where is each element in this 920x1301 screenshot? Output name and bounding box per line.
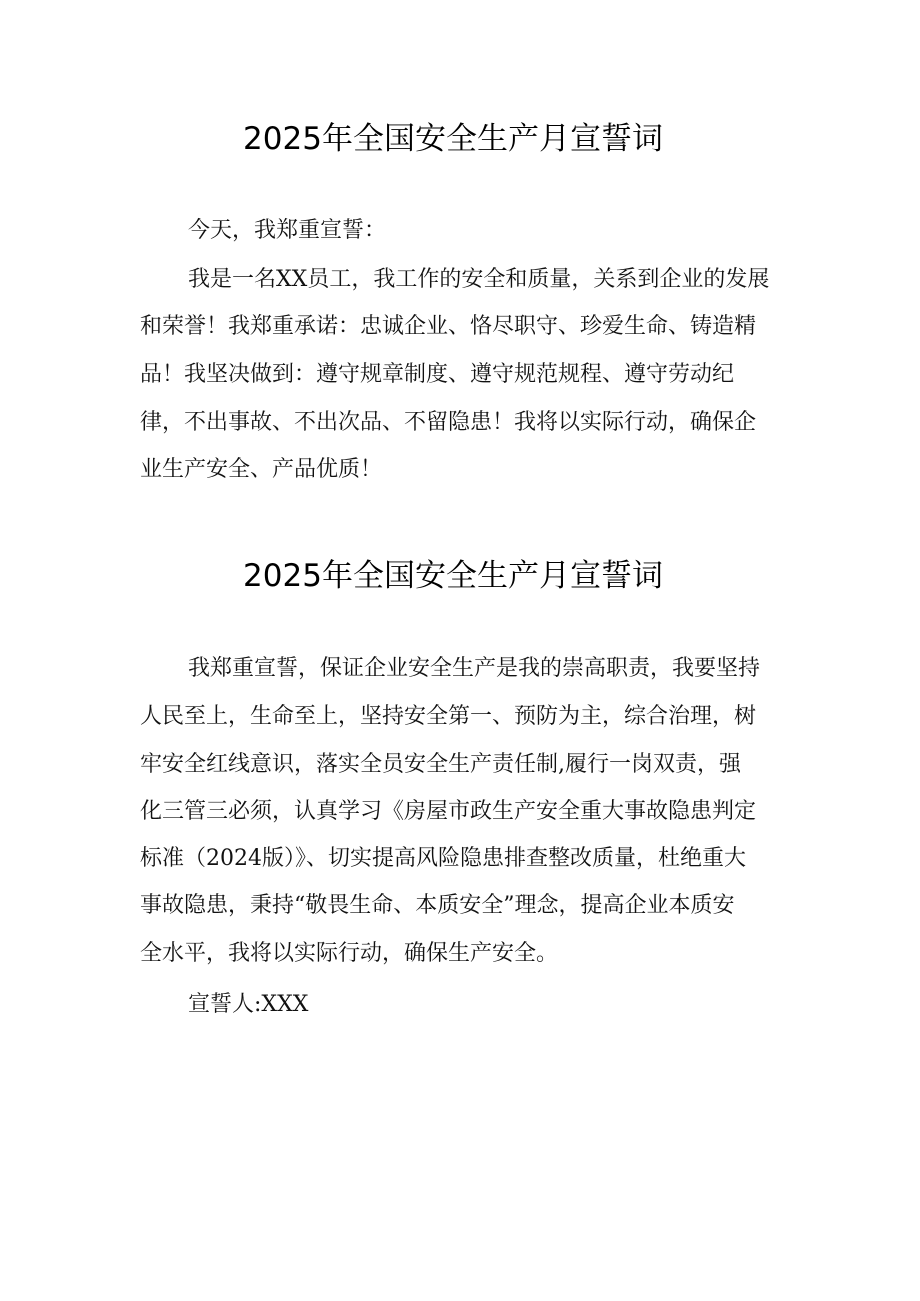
section-1-line: 业生产安全、产品优质！: [140, 457, 383, 482]
section-2-line: 标准（2024版）》、切实提高风险隐患排查整改质量，杜绝重大: [140, 846, 746, 871]
section-1-line: 我是一名XX员工，我工作的安全和质量，关系到企业的发展: [188, 267, 770, 292]
section-2-line: 化三管三必须，认真学习《房屋市政生产安全重大事故隐患判定: [140, 799, 757, 824]
signature-line: 宣誓人:XXX: [188, 992, 309, 1017]
section-2-line: 全水平，我将以实际行动，确保生产安全。: [140, 941, 559, 966]
section-2-line: 我郑重宣誓，保证企业安全生产是我的崇高职责，我要坚持: [188, 656, 761, 681]
section-1-line: 律，不出事故、不出次品、不留隐患！我将以实际行动，确保企: [140, 410, 757, 435]
section-2-line: 人民至上，生命至上，坚持安全第一、预防为主，综合治理，树: [140, 704, 757, 729]
section-1-title: 2025年全国安全生产月宣誓词: [243, 121, 663, 157]
section-1-line: 和荣誉！我郑重承诺：忠诚企业、恪尽职守、珍爱生命、铸造精: [140, 314, 757, 339]
section-2-line: 事故隐患，秉持“敬畏生命、本质安全”理念，提高企业本质安: [140, 893, 735, 918]
section-2-title: 2025年全国安全生产月宣誓词: [243, 558, 663, 594]
section-1-line: 品！我坚决做到：遵守规章制度、遵守规范规程、遵守劳动纪: [140, 362, 735, 387]
section-1-greeting: 今天，我郑重宣誓：: [188, 218, 387, 243]
section-2-line: 牢安全红线意识，落实全员安全生产责任制,履行一岗双责，强: [140, 752, 741, 777]
